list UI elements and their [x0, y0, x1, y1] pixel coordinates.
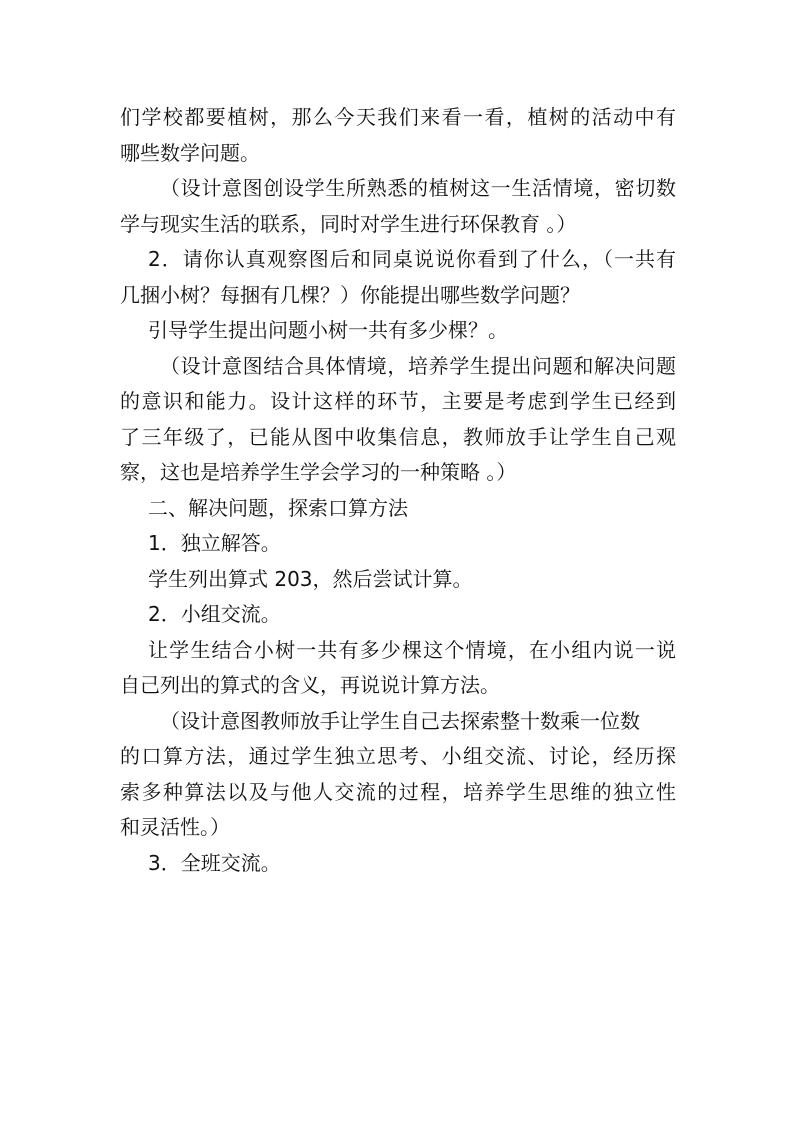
text-line: 1．独立解答。 — [148, 531, 281, 555]
text-line: 让学生结合小树一共有多少棵这个情境，在小组内说一说 — [148, 637, 676, 662]
text-line: 学与现实生活的联系，同时对学生进行环保教育 。） — [120, 211, 577, 236]
text-line: （设计意图教师放手让学生自己去探索整十数乘一位数 — [160, 708, 640, 733]
text-line: 的意识和能力。设计这样的环节，主要是考虑到学生已经到 — [120, 389, 676, 413]
text-line: 和灵活性。） — [120, 815, 230, 839]
text-line: 察，这也是培养学生学会学习的一种策略 。） — [120, 460, 517, 484]
text-line: 3．全班交流。 — [148, 850, 281, 875]
text-line: 学生列出算式 203，然后尝试计算。 — [148, 566, 473, 591]
text-line: 哪些数学问题。 — [120, 140, 260, 165]
text-line: 2．请你认真观察图后和同桌说说你看到了什么，（一共有 — [148, 247, 676, 271]
text-line: 2．小组交流。 — [148, 602, 281, 626]
text-line: 几捆小树？每捆有几棵？）你能提出哪些数学问题？ — [120, 282, 580, 307]
text-line: （设计意图结合具体情境，培养学生提出问题和解决问题 — [160, 353, 676, 378]
text-line: 们学校都要植树，那么今天我们来看一看，植树的活动中有 — [120, 105, 676, 129]
text-line: 的口算方法，通过学生独立思考、小组交流、讨论，经历探 — [120, 744, 676, 768]
document-body — [120, 100, 676, 881]
text-line: 自己列出的算式的含义，再说说计算方法。 — [120, 673, 500, 697]
section-heading: 二、解决问题，探索口算方法 — [148, 495, 408, 520]
text-line: 了三年级了，已能从图中收集信息，教师放手让学生自己观 — [120, 424, 676, 449]
text-line: 引导学生提出问题小树一共有多少棵？。 — [148, 318, 508, 342]
text-line: （设计意图创设学生所熟悉的植树这一生活情境，密切数 — [160, 176, 676, 200]
text-line: 索多种算法以及与他人交流的过程，培养学生思维的独立性 — [120, 779, 676, 804]
